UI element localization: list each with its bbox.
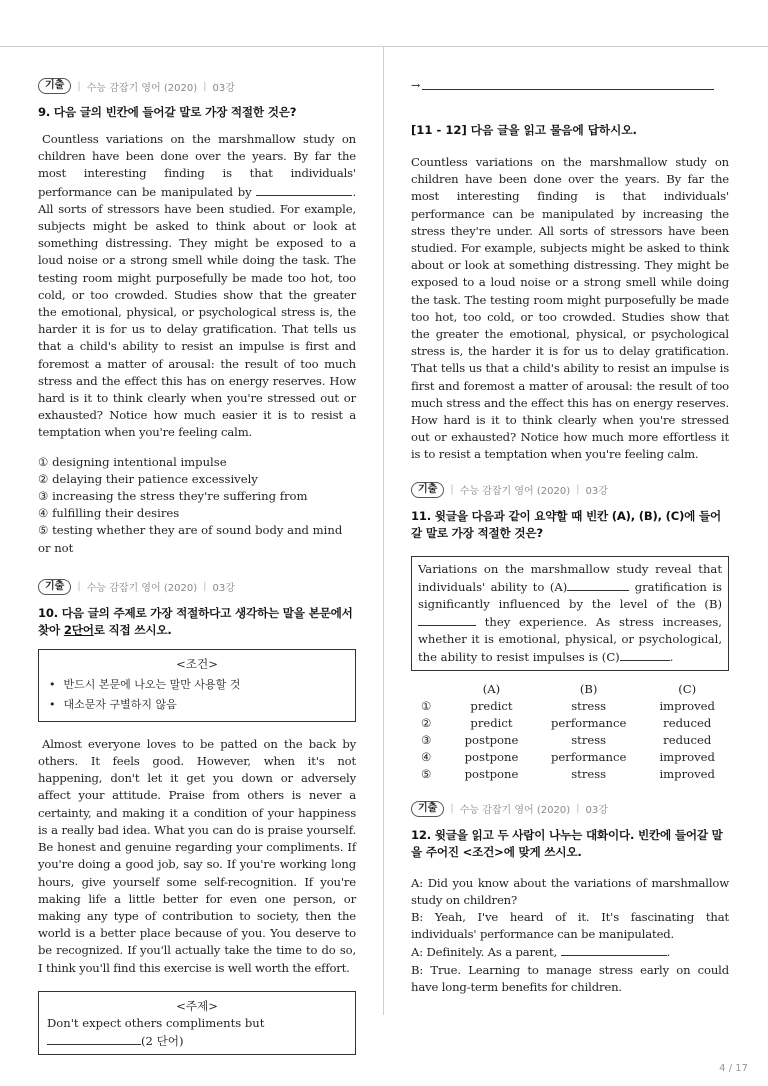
source-badge: 기출: [411, 801, 444, 817]
blank-a: [567, 578, 629, 591]
table-row[interactable]: ② predict performance reduced: [421, 715, 712, 730]
q10-topic-box: [38, 991, 356, 1055]
table-header-row: [411, 681, 729, 698]
q11-title: 11. 윗글을 다음과 같이 요약할 때 빈칸 (A), (B), (C)에 들어갈 말로 가장 적절한 것은?: [411, 508, 722, 540]
q9-blank: [256, 183, 352, 196]
source-book: 수능 감잡기 영어 (2020): [459, 486, 571, 498]
continuation-line: [411, 78, 729, 92]
column-header: (C): [678, 681, 697, 696]
q11-summary-box: Variations on the marshmallow study reveal that individuals' ability to (A) gratification is significantly influenced by the level of the (B) they experience. As stress increases, whether it is emotional, physical, or psychological, the ability to resist impulses is (C) .: [411, 556, 729, 671]
q10-condition-box: [38, 649, 356, 722]
dialogue-line: B: True. Learning to manage stress early on could have long-term benefits for children.: [411, 962, 729, 994]
left-column: [38, 78, 356, 1065]
dialogue-line: A: Did you know about the variations of marshmallow study on children?: [411, 875, 729, 907]
topic-blank[interactable]: [47, 1032, 141, 1045]
option-2[interactable]: ② delaying their patience excessively: [38, 471, 258, 486]
table-row[interactable]: ③ postpone stress reduced: [421, 732, 712, 747]
condition-item: • 대소문자 구별하지 않음: [47, 695, 347, 715]
source-line: 기출 | 수능 감잡기 영어 (2020) | 03강: [38, 78, 356, 94]
section-title: [11 - 12] 다음 글을 읽고 물음에 답하시오.: [411, 123, 637, 137]
source-book: 수능 감잡기 영어 (2020): [459, 805, 571, 817]
table-row[interactable]: ⑤ postpone stress improved: [421, 766, 715, 781]
source-line: 기출 | 수능 감잡기 영어 (2020) | 03강: [38, 579, 356, 595]
q12-dialogue: [411, 875, 729, 996]
topic-heading: <주제>: [176, 998, 218, 1013]
option-5[interactable]: ⑤ testing whether they are of sound body and mind or not: [38, 523, 343, 555]
q10-passage: Almost everyone loves to be patted on the back by others. It feels good. However, when it's not happening, don't let it get you down or adversely affect your attitude. Praise from others is never a certainty, and making it a condition of your happiness is a really bad idea. What you can do is praise yourself. Be honest and genuine regarding your compliments. If you're doing a good job, say so. If you're working long hours, give yourself some self-recognition. If you're making life a little better for even one person, or making any type of contribution to society, then the world is a better place because of you. You deserve to be recognized. If you'll actually take the time to do so, I think you'll find this exercise is well worth the effort.: [38, 736, 356, 975]
q9-options: [38, 454, 356, 557]
shared-passage: Countless variations on the marshmallow study on children have been done over the years. By far the most interesting finding is that individuals' performance can be manipulated by increasing the stress they're under. All sorts of stressors have been studied. For example, subjects might be asked to think about or look at something distressing. They might be exposed to a loud noise or a strong smell while doing the task. The testing room might purposefully be made too hot, too cold, or too crowded. Studies show that the greater the emotional, physical, or psychological stress is, the harder it is for us to delay gratification. That tells us that a child's ability to resist an impulse is first and foremost a matter of arousal: the result of too much stress and the effect this has on energy reserves. How hard is it to think clearly when you're stressed out or exhausted? Notice how much more effortless it is to resist a temptation when you're feeling calm.: [411, 155, 729, 462]
right-column: [411, 78, 729, 996]
source-chapter: 03강: [585, 805, 608, 817]
q9-passage: Countless variations on the marshmallow study on children have been done over the years. By far the most interesting finding is that individuals' performance can be manipulated by . All sorts of stressors have been studied. For example, subjects might be asked to think about or look at something distressing. They might be exposed to a loud noise or a strong smell while doing the task. The testing room might purposefully be made too hot, too cold, or too crowded. Studies show that the greater the emotional, physical, or psychological stress is, the harder it is for us to delay gratification. That tells us that a child's ability to resist an impulse is first and foremost a matter of arousal: the result of too much stress and the effect this has on energy reserves. How hard is it to think clearly when you're stressed out or exhausted? Notice how much easier it is to resist a temptation when you're feeling calm.: [38, 132, 356, 440]
source-chapter: 03강: [585, 486, 608, 498]
topic-sentence: Don't expect others compliments but (2 단어): [47, 1015, 265, 1048]
source-book: 수능 감잡기 영어 (2020): [86, 583, 198, 595]
option-4[interactable]: ④ fulfilling their desires: [38, 506, 180, 521]
source-badge: 기출: [38, 579, 71, 595]
answer-blank[interactable]: [561, 943, 667, 956]
source-line: 기출 | 수능 감잡기 영어 (2020) | 03강: [411, 482, 729, 498]
column-divider: [383, 47, 384, 1015]
source-chapter: 03강: [212, 82, 235, 94]
table-row[interactable]: ① predict stress improved: [421, 698, 715, 713]
header-rule: [0, 46, 768, 47]
option-3[interactable]: ③ increasing the stress they're suffering from: [38, 489, 308, 504]
table-row[interactable]: ④ postpone performance improved: [421, 749, 715, 764]
blank-b: [418, 613, 476, 626]
condition-heading: <조건>: [176, 656, 218, 671]
blank-c: [620, 648, 670, 661]
source-chapter: 03강: [212, 583, 235, 595]
column-header: (B): [579, 681, 598, 696]
column-header: (A): [482, 681, 501, 696]
condition-list: [47, 675, 347, 715]
condition-item: • 반드시 본문에 나오는 말만 사용할 것: [47, 675, 347, 695]
source-book: 수능 감잡기 영어 (2020): [86, 82, 198, 94]
q9-title: 9. 다음 글의 빈칸에 들어갈 말로 가장 적절한 것은?: [38, 105, 297, 119]
arrow-icon: →: [411, 78, 421, 92]
q12-title: 12. 윗글을 읽고 두 사람이 나누는 대화이다. 빈칸에 들어갈 말을 주어진 <조건>에 맞게 쓰시오.: [411, 827, 723, 859]
q11-answer-table: [411, 681, 729, 783]
dialogue-line: A: Definitely. As a parent, .: [411, 945, 671, 960]
q10-title: 10. 다음 글의 주제로 가장 적절하다고 생각하는 말을 본문에서 찾아 2단어로 직접 쓰시오.: [38, 605, 353, 637]
page-number: 4 / 17: [719, 1063, 748, 1074]
option-1[interactable]: ① designing intentional impulse: [38, 454, 227, 469]
source-badge: 기출: [38, 78, 71, 94]
source-line: 기출 | 수능 감잡기 영어 (2020) | 03강: [411, 801, 729, 817]
source-badge: 기출: [411, 482, 444, 498]
dialogue-line: B: Yeah, I've heard of it. It's fascinating that individuals' performance can be manipulated.: [411, 910, 729, 942]
